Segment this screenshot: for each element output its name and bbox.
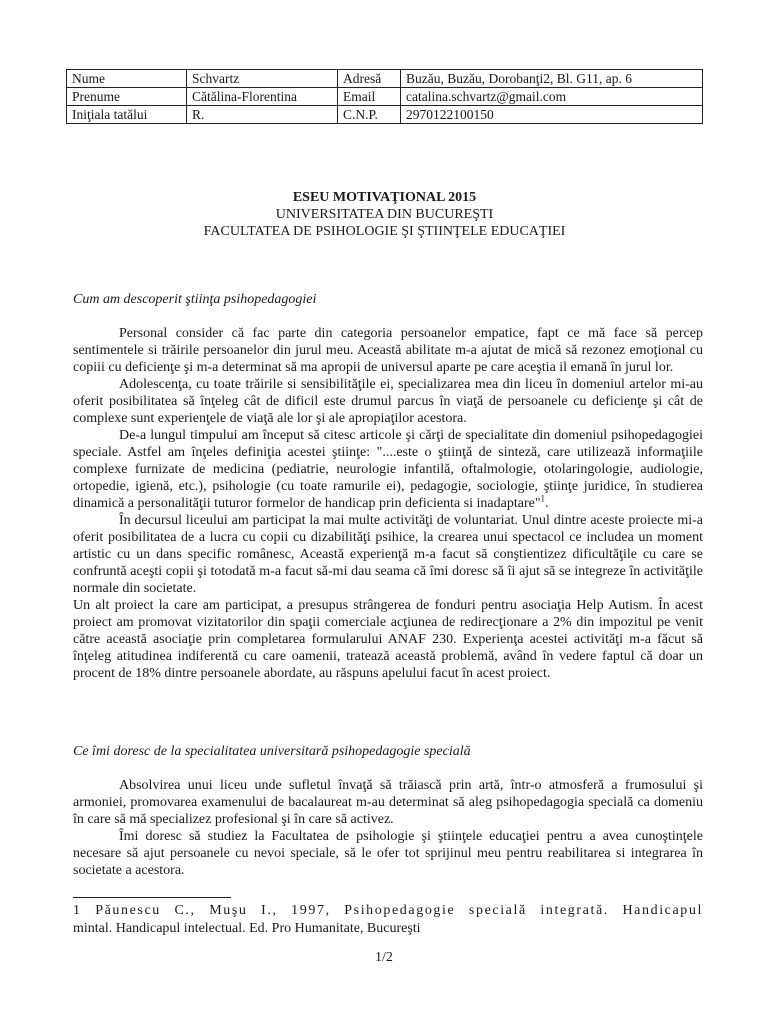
faculty-name: FACULTATEA DE PSIHOLOGIE ŞI ŞTIINŢELE EDUCAŢIEI <box>203 224 566 239</box>
footnote-line: 1 Păunescu C., Muşu I., 1997, Psihopedagogie specială integrată. Handicapul <box>73 903 703 918</box>
table-cell: Iniţiala tatălui <box>67 106 187 124</box>
table-cell: R. <box>187 106 338 124</box>
paragraph-text: De-a lungul timpului am început să citesc articole şi cărţi de specialitate din domeniul psihopedagogiei speciale. Astfel am înţeles definiţia acestei ştiinţe: "....este o ştiinţă de sinteză, care utilizează informaţiile complexe furnizate de medicina (pediatrie, neurologie infantilă, oftalmologie, otolaringologie, audiologie, ortopedie, igienă, etc.), psihologie (cu toate ramurile ei), pedagogie, sociologie, ştiinţe juridice, în studierea dinamică a personalităţii tuturor formelor de handicap prin deficienta si inadaptare" <box>73 428 703 511</box>
paragraph <box>73 376 703 427</box>
table-cell: Prenume <box>67 88 187 106</box>
university-name: UNIVERSITATEA DIN BUCUREŞTI <box>275 207 494 222</box>
table-cell: 2970122100150 <box>401 106 703 124</box>
footnote-line: mintal. Handicapul intelectual. Ed. Pro Humanitate, Bucureşti <box>73 921 421 936</box>
table-cell: catalina.schvartz@gmail.com <box>401 88 703 106</box>
table-cell: Adresă <box>338 70 401 88</box>
section-body <box>73 325 703 682</box>
footnote <box>73 902 703 938</box>
paragraph: Absolvirea unui liceu unde sufletul învaţă să trăiască prin artă, într-o atmosferă a frumosului şi armoniei, promovarea examenului de bacalaureat m-au determinat să aleg psihopedagogia specială ca domeniu în care să mă specializez profesional şi în care să activez. <box>73 778 703 827</box>
section-title: Ce îmi doresc de la specialitatea universitară psihopedagogie specială <box>73 744 471 759</box>
essay-title: ESEU MOTIVAŢIONAL 2015 <box>292 190 477 205</box>
page-number: 1/2 <box>375 950 393 965</box>
essay-heading <box>66 189 703 240</box>
paragraph: Un alt proiect la care am participat, a presupus strângerea de fonduri pentru asociaţia Help Autism. În acest proiect am promovat vizitatorilor din spaţii comerciale acţiunea de redirecţionare a 2% din impozitul pe venit către această asociaţie prin completarea formularului ANAF 230. Experienţa acestei activităţi m-a făcut să înţeleg atitudinea indiferentă cu care oamenii, tratează această problemă, având în vedere faptul că doar un procent de 18% dintre persoanele abordate, au răspuns apelului facut în acest proiect. <box>73 598 703 681</box>
paragraph: Personal consider că fac parte din categoria persoanelor empatice, fapt ce mă face să percep sentimentele si trăirile persoanelor din jurul meu. Această abilitate m-a ajutat de mică să rezonez emoţional cu copiii cu deficienţe şi m-a determinat să ma apropii de universul aparte pe care aceştia il emană în jurul lor. <box>73 326 703 375</box>
footnote-reference: 1 <box>540 493 546 504</box>
table-row <box>67 88 703 106</box>
table-cell: C.N.P. <box>338 106 401 124</box>
table-cell: Email <box>338 88 401 106</box>
table-row <box>67 106 703 124</box>
table-cell: Cătălina-Florentina <box>187 88 338 106</box>
paragraph: În decursul liceului am participat la mai multe activităţi de voluntariat. Unul dintre aceste proiecte mi-a oferit posibilitatea de a lucra cu copii cu dizabilităţi psihice, la crearea unui spectacol ce includea un moment artistic cu un dans specific românesc, Această experienţă m-a facut să conştientizez dificultăţile cu care se confruntă aceşti copii şi totodată m-a facut să-mi dau seama că îmi doresc să îi ajut să se integreze în activităţile normale din societate. <box>73 513 703 596</box>
table-row <box>67 70 703 88</box>
footnote-separator <box>73 897 231 898</box>
paragraph: Îmi doresc să studiez la Facultatea de psihologie şi ştiinţele educaţiei pentru a avea cunoştinţele necesare să ajut persoanele cu nevoi speciale, să le ofer tot sprijinul meu pentru reabilitarea si integrarea în societate a acestora. <box>73 829 703 878</box>
table-cell: Nume <box>67 70 187 88</box>
paragraph <box>73 427 703 512</box>
table-cell: Schvartz <box>187 70 338 88</box>
section-body <box>73 777 703 879</box>
section-title: Cum am descoperit ştiinţa psihopedagogiei <box>73 292 317 307</box>
table-cell: Buzău, Buzău, Dorobanţi2, Bl. G11, ap. 6 <box>401 70 703 88</box>
paragraph-text: Adolescenţa, cu toate trăirile si sensibilităţile ei, specializarea mea din liceu în domeniul artelor mi-au oferit posibilitatea să înţeleg cât de dificil este drumul parcus în viaţă de persoanele cu deficienţe şi cât de complexe sunt experienţele de viaţă ale lor şi ale apropiaţilor acestora. <box>73 377 703 426</box>
personal-info-table <box>66 69 703 124</box>
paragraph-end: . <box>545 496 549 511</box>
